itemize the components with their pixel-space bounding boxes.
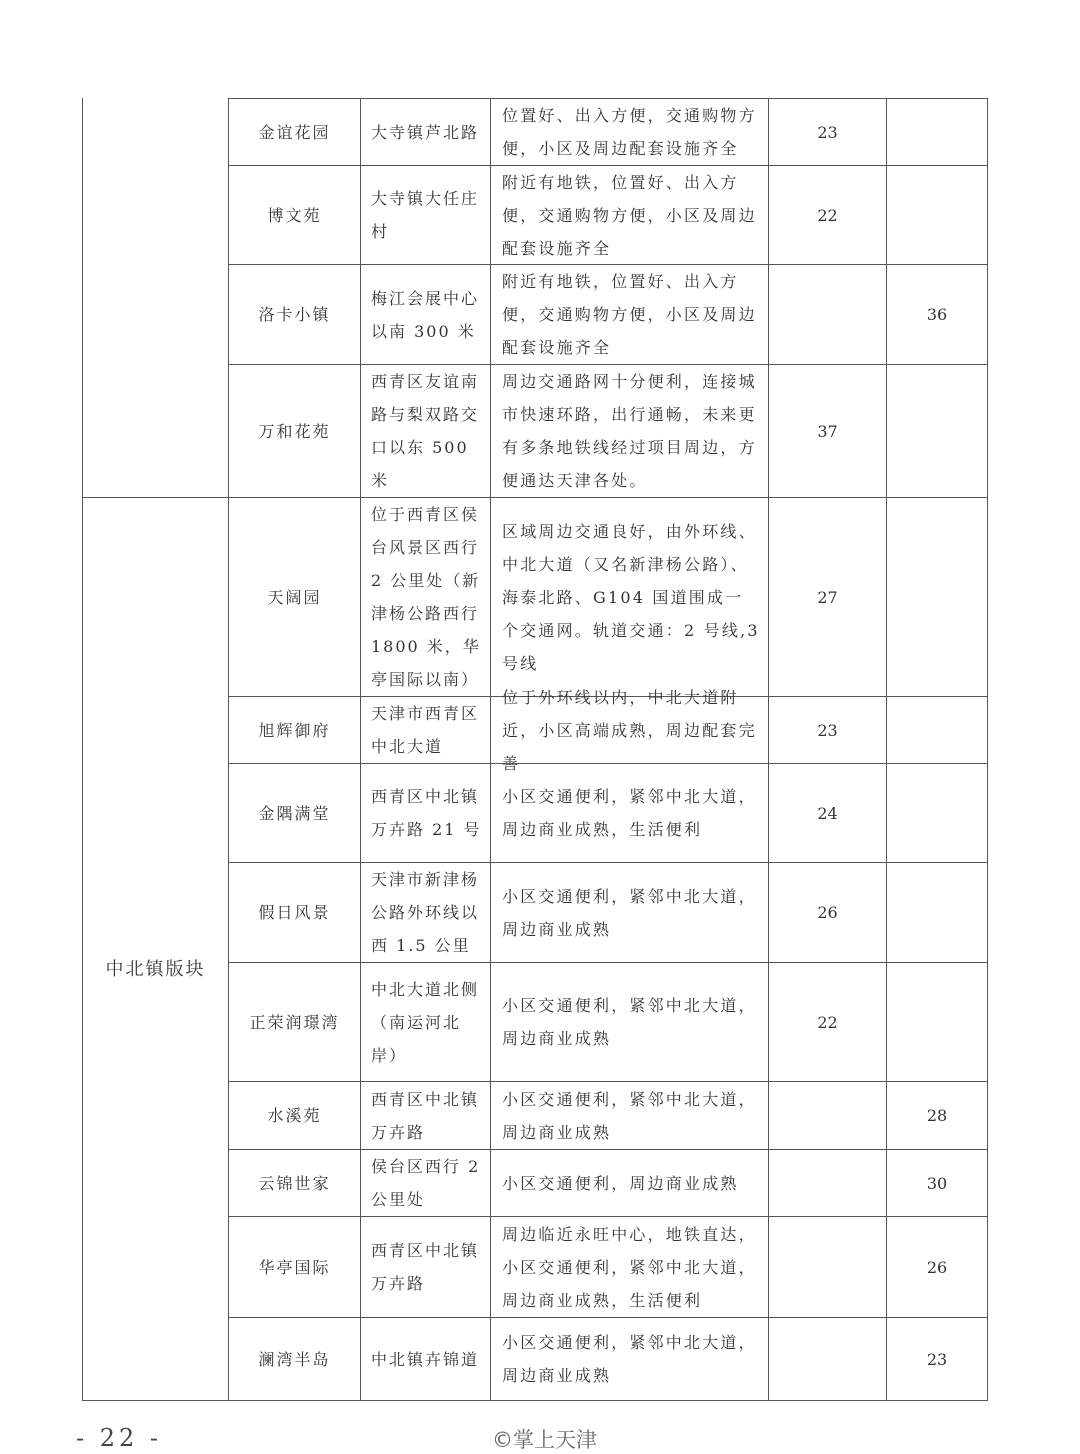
community-description: 周边交通路网十分便利，连接城市快速环路，出行通畅，未来更有多条地铁线经过项目周边，方便通达天津各处。	[491, 364, 769, 497]
score-a	[769, 1081, 887, 1149]
community-name: 澜湾半岛	[229, 1317, 361, 1400]
page-number: - 22 -	[76, 1424, 163, 1452]
score-a: 37	[769, 364, 887, 497]
score-b	[887, 862, 988, 962]
community-description: 小区交通便利，紧邻中北大道，周边商业成熟	[491, 862, 769, 962]
community-description: 附近有地铁，位置好、出入方便，交通购物方便，小区及周边配套设施齐全	[491, 264, 769, 364]
score-b	[887, 364, 988, 497]
community-description: 小区交通便利，紧邻中北大道，周边商业成熟，生活便利	[491, 763, 769, 862]
community-description: 区域周边交通良好，由外环线、中北大道（又名新津杨公路）、海泰北路、G104 国道围成一个交通网。轨道交通：2 号线,3 号线	[491, 497, 769, 696]
score-b: 30	[887, 1149, 988, 1216]
community-address: 西青区友谊南路与梨双路交口以东 500 米	[361, 364, 491, 497]
community-address: 中北镇卉锦道	[361, 1317, 491, 1400]
community-name: 天阔园	[229, 497, 361, 696]
score-a: 22	[769, 962, 887, 1081]
score-b: 28	[887, 1081, 988, 1149]
score-a: 26	[769, 862, 887, 962]
community-address: 侯台区西行 2 公里处	[361, 1149, 491, 1216]
community-name: 假日风景	[229, 862, 361, 962]
community-address: 位于西青区侯台风景区西行 2 公里处（新津杨公路西行 1800 米，华亭国际以南）	[361, 497, 491, 696]
community-description: 小区交通便利，紧邻中北大道，周边商业成熟	[491, 1317, 769, 1400]
community-address: 西青区中北镇万卉路 21 号	[361, 763, 491, 862]
community-address: 天津市新津杨公路外环线以西 1.5 公里	[361, 862, 491, 962]
score-a: 27	[769, 497, 887, 696]
score-b: 26	[887, 1216, 988, 1317]
community-address: 中北大道北侧（南运河北岸）	[361, 962, 491, 1081]
community-name: 博文苑	[229, 165, 361, 264]
community-description: 位于外环线以内，中北大道附近，小区高端成熟，周边配套完善	[491, 696, 769, 763]
section-cell-continued	[83, 98, 229, 497]
community-description: 位置好、出入方便，交通购物方便，小区及周边配套设施齐全	[491, 98, 769, 165]
community-description: 附近有地铁，位置好、出入方便，交通购物方便，小区及周边配套设施齐全	[491, 165, 769, 264]
score-b	[887, 497, 988, 696]
score-a	[769, 1317, 887, 1400]
community-name: 正荣润璟湾	[229, 962, 361, 1081]
community-name: 洛卡小镇	[229, 264, 361, 364]
score-b: 36	[887, 264, 988, 364]
score-a: 24	[769, 763, 887, 862]
community-description: 小区交通便利，紧邻中北大道，周边商业成熟	[491, 1081, 769, 1149]
community-name: 万和花苑	[229, 364, 361, 497]
score-b	[887, 98, 988, 165]
section-cell-zhongbei: 中北镇版块	[83, 497, 229, 1400]
score-b	[887, 165, 988, 264]
community-address: 大寺镇芦北路	[361, 98, 491, 165]
community-name: 云锦世家	[229, 1149, 361, 1216]
score-b	[887, 763, 988, 862]
community-address: 大寺镇大任庄村	[361, 165, 491, 264]
score-b	[887, 696, 988, 763]
watermark: ©掌上天津	[492, 1428, 597, 1452]
community-description: 小区交通便利，周边商业成熟	[491, 1149, 769, 1216]
community-description: 周边临近永旺中心，地铁直达，小区交通便利，紧邻中北大道，周边商业成熟，生活便利	[491, 1216, 769, 1317]
community-name: 旭辉御府	[229, 696, 361, 763]
community-name: 水溪苑	[229, 1081, 361, 1149]
score-a	[769, 1216, 887, 1317]
score-b: 23	[887, 1317, 988, 1400]
score-a: 22	[769, 165, 887, 264]
community-address: 天津市西青区中北大道	[361, 696, 491, 763]
score-a: 23	[769, 98, 887, 165]
score-a	[769, 1149, 887, 1216]
score-b	[887, 962, 988, 1081]
community-name: 金谊花园	[229, 98, 361, 165]
community-name: 华亭国际	[229, 1216, 361, 1317]
community-address: 西青区中北镇万卉路	[361, 1216, 491, 1317]
score-a	[769, 264, 887, 364]
score-a: 23	[769, 696, 887, 763]
community-address: 梅江会展中心以南 300 米	[361, 264, 491, 364]
community-address: 西青区中北镇万卉路	[361, 1081, 491, 1149]
housing-table	[82, 98, 988, 1401]
community-description: 小区交通便利，紧邻中北大道，周边商业成熟	[491, 962, 769, 1081]
community-name: 金隅满堂	[229, 763, 361, 862]
